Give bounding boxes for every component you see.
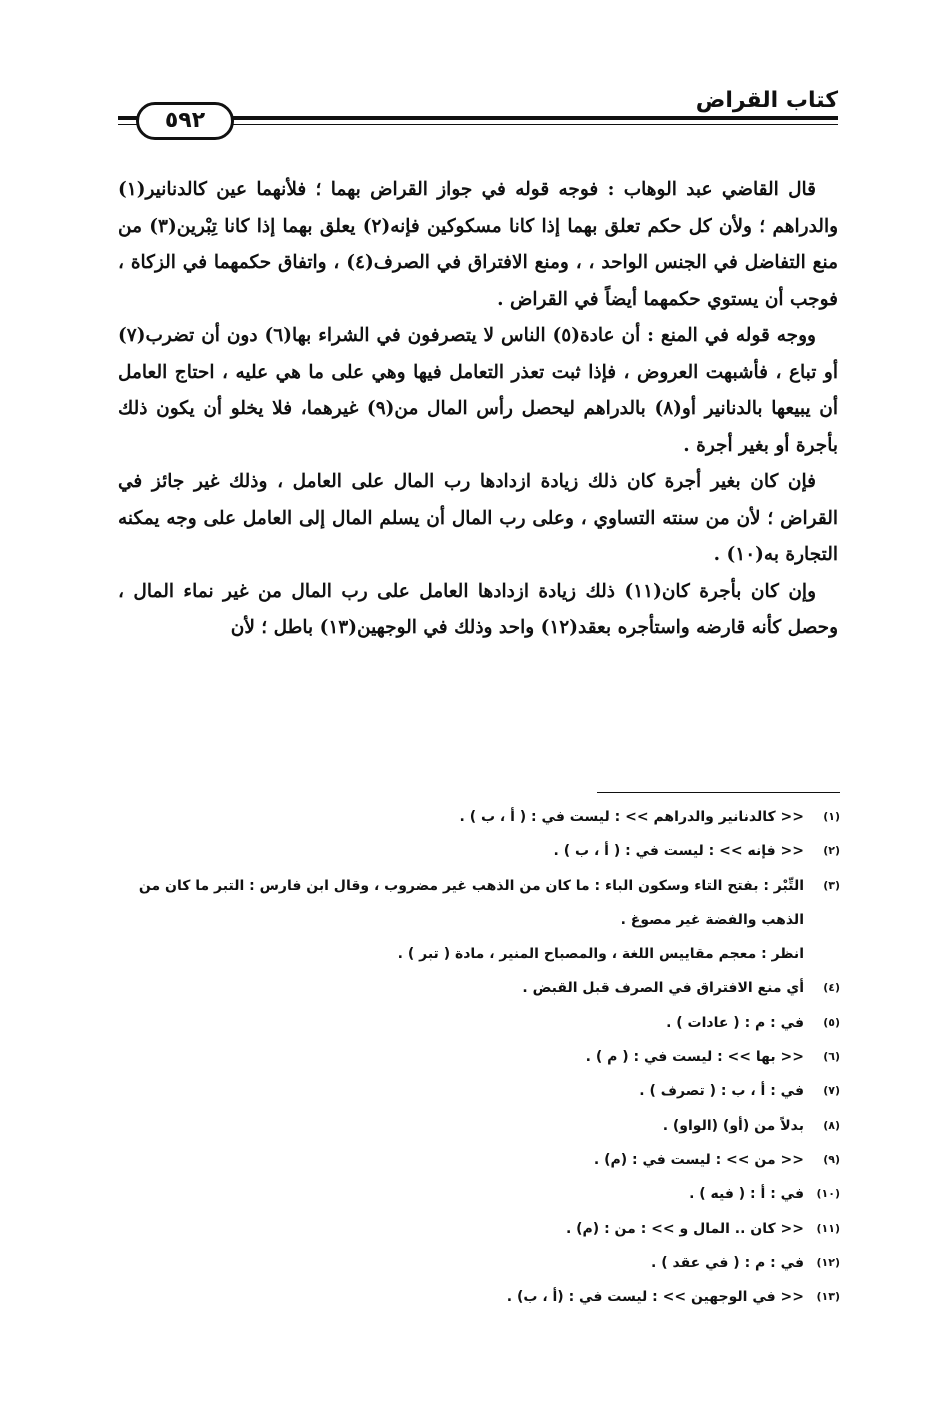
footnote-text: << من >> : ليست في : (م) . xyxy=(593,1151,804,1168)
footnote xyxy=(118,1040,840,1074)
footnote xyxy=(118,1212,840,1246)
paragraph: ووجه قوله في المنع : أن عادة(٥) الناس لا يتصرفون في الشراء بها(٦) دون أن تضرب(٧) أو تباع ، فأشبهت العروض ، فإذا ثبت تعذر التعامل فيها وهي على ما هي عليه ، احتاج العامل أن يبيعها بالدنانير أو(٨) بالدراهم ليحصل رأس المال من(٩) غيرهما، فلا يخلو أن يكون ذلك بأجرة أو بغير أجرة . xyxy=(118,325,838,456)
footnote-text: << كالدنانير والدراهم >> : ليست في : ( أ ، ب ) . xyxy=(459,809,804,825)
footnote-text: في : م : ( عادات ) . xyxy=(666,1014,804,1031)
footnote xyxy=(118,1006,840,1040)
footnote-number: (١٣) xyxy=(816,1290,840,1304)
page-header xyxy=(118,88,838,148)
footnote-number: (٤) xyxy=(823,981,840,995)
footnote-text: << فإنه >> : ليست في : ( أ ، ب ) . xyxy=(553,843,804,860)
footnote-text: في : أ : ( فيه ) . xyxy=(689,1186,804,1203)
footnotes xyxy=(118,800,840,1314)
footnote-text: انظر : معجم مقاييس اللغة ، والمصباح المنير ، مادة ( تبر ) . xyxy=(397,946,804,963)
footnote xyxy=(118,869,840,938)
footnote-number: (١١) xyxy=(816,1221,840,1235)
footnote xyxy=(118,1109,840,1143)
footnote xyxy=(118,1177,840,1211)
paragraph: قال القاضي عبد الوهاب : فوجه قوله في جواز القراض بهما ؛ فلأنهما عين كالدنانير(١) والدراهم ؛ ولأن كل حكم تعلق بهما إذا كانا مسكوكين فإنه(٢) يعلق بهما إذا كانا تِبْرين(٣) من منع التفاضل في الجنس الواحد ، ، ومنع الافتراق في الصرف(٤) ، واتفاق حكمهما في الزكاة ، فوجب أن يستوي حكمهما أيضاً في القراض . xyxy=(118,179,839,310)
footnote-text: << بها >> : ليست في : ( م ) . xyxy=(585,1049,804,1066)
footnote-number: (٥) xyxy=(823,1015,840,1029)
footnote-number: (٣) xyxy=(823,878,840,892)
footnote-text: في : أ ، ب : ( تصرف ) . xyxy=(639,1083,804,1100)
footnote-text: في : م : ( في عقد ) . xyxy=(651,1254,804,1271)
footnote-number: (٨) xyxy=(823,1118,840,1132)
footnote xyxy=(118,834,840,868)
footnote-text: التِّبْر : بفتح التاء وسكون الباء : ما كان من الذهب غير مضروب ، وقال ابن فارس : التبر ما كان من الذهب والفضة غير مصوغ . xyxy=(138,877,804,928)
paragraph: وإن كان بأجرة كان(١١) ذلك زيادة ازدادها العامل على رب المال من غير نماء المال ، وحصل كأنه قارضه واستأجره بعقد(١٢) واحد وذلك في الوجهين(١٣) باطل ؛ لأن xyxy=(118,580,838,638)
footnote-number: (٧) xyxy=(823,1084,840,1098)
page-number: ٥٩٢ xyxy=(136,102,234,140)
footnote-number: (١) xyxy=(823,810,840,823)
footnote-number: (٦) xyxy=(823,1050,840,1064)
footnote-number: (٩) xyxy=(823,1152,840,1166)
footnote-number: (٢) xyxy=(823,844,840,858)
footnote xyxy=(118,1280,840,1314)
footnote-text: << في الوجهين >> : ليست في : (أ ، ب) . xyxy=(506,1289,804,1306)
footnote-text: بدلاً من (أو) (الواو) . xyxy=(662,1117,804,1134)
footnote xyxy=(118,937,840,971)
footnote-separator xyxy=(597,792,840,793)
footnote-number: (١٠) xyxy=(816,1187,840,1201)
footnote xyxy=(118,1074,840,1108)
footnote-text: << كان .. المال و >> : من : (م) . xyxy=(565,1220,804,1237)
footnote-text: أي منع الافتراق في الصرف قبل القبض . xyxy=(522,980,804,997)
footnote-number xyxy=(804,937,840,971)
paragraph: فإن كان بغير أجرة كان ذلك زيادة ازدادها رب المال على العامل ، وذلك غير جائز في القراض ؛ لأن من سنته التساوي ، وعلى رب المال أن يسلم المال إلى العامل على وجه يمكنه التجارة به(١٠) . xyxy=(118,471,838,565)
footnote xyxy=(118,971,840,1005)
footnote xyxy=(118,800,840,834)
footnote xyxy=(118,1246,840,1280)
footnote-number: (١٢) xyxy=(816,1255,840,1269)
book-title: كتاب القراض xyxy=(688,88,838,114)
footnote xyxy=(118,1143,840,1177)
main-text xyxy=(118,172,838,647)
